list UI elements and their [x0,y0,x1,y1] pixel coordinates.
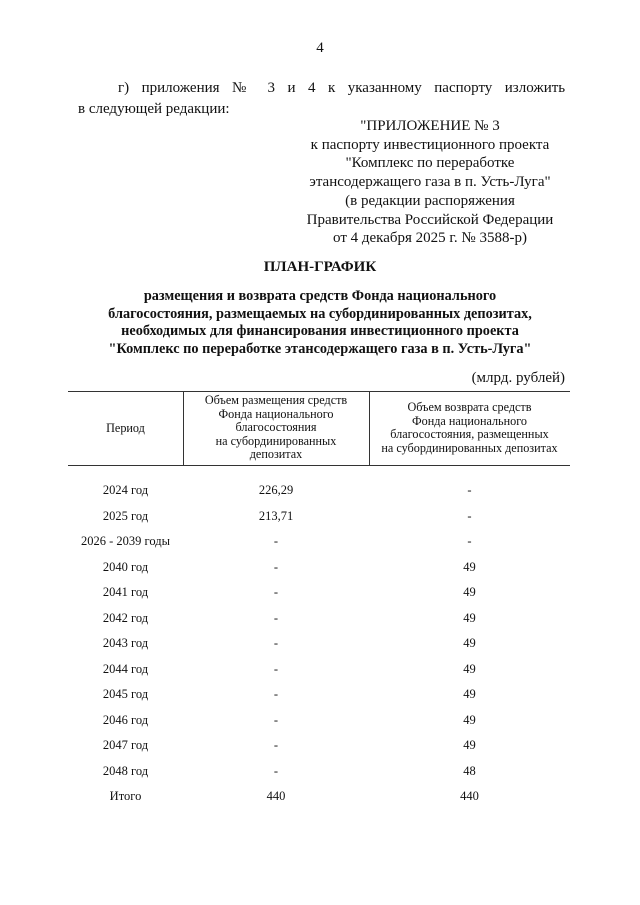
header-placement-line: благосостояния [235,420,317,434]
period-cell: 2048 год [102,763,149,778]
appendix-line: (в редакции распоряжения [345,192,515,209]
subtitle-line: "Комплекс по переработке этансодержащего газа в п. Усть-Луга" [108,340,532,357]
table-row [68,611,570,629]
period-cell: 2025 год [102,508,149,523]
appendix-line: "ПРИЛОЖЕНИЕ № 3 [360,118,500,134]
table-row [68,534,570,552]
header-placement-line: на субординированных [215,433,337,448]
intro-word: 3 [267,80,276,96]
table-row [68,509,570,527]
appendix-line: от 4 декабря 2025 г. № 3588-р) [333,230,527,247]
period-cell: 2047 год [102,738,149,752]
subtitle-line: необходимых для финансирования инвестиционного проекта [121,323,519,339]
intro-word: указанному [347,80,422,96]
table-header-border [68,465,570,466]
period-cell: 2045 год [102,687,149,701]
header-period: Период [106,421,145,435]
schedule-table [68,391,570,811]
return-cell: - [467,508,472,523]
units-label: (млрд. рублей) [471,370,565,386]
intro-word: к [327,80,336,96]
subtitle-line: благосостояния, размещаемых на субординированных депозитах, [108,305,532,322]
return-cell: - [467,483,472,497]
period-cell: 2024 год [102,483,149,497]
header-return-line: благосостояния, размещенных [390,427,549,441]
placement-cell: 213,71 [258,508,294,523]
placement-cell: - [273,687,279,701]
table-row [68,483,570,501]
page-number: 4 [316,40,324,56]
placement-cell: - [273,738,279,752]
period-cell: 2043 год [102,636,149,650]
period-cell: 2041 год [102,585,149,599]
header-placement-line: депозитах [249,447,303,461]
placement-cell: - [273,712,279,727]
period-cell: 2026 - 2039 годы [80,534,170,548]
placement-cell: - [273,763,279,778]
table-top-border [68,391,570,392]
subtitle-line: размещения и возврата средств Фонда национального [143,288,497,304]
period-cell: 2046 год [102,712,149,727]
return-cell: 49 [463,610,476,625]
appendix-line: этансодержащего газа в п. Усть-Луга" [309,174,551,191]
return-cell: 49 [463,585,476,599]
table-row [68,636,570,654]
table-row-total [68,789,570,807]
placement-cell: - [273,610,279,625]
period-cell: Итого [109,789,142,803]
return-cell: 49 [463,661,476,676]
header-placement-line: Фонда национального [218,406,334,421]
document-subtitle [70,288,570,358]
return-cell: - [467,534,472,548]
header-placement [183,394,369,462]
return-cell: 49 [463,636,476,650]
intro-word: изложить [504,80,566,96]
period-cell: 2044 год [102,661,149,676]
placement-cell: - [273,534,279,548]
intro-word: паспорту [434,80,493,96]
header-placement-line: Объем размещения средств [204,393,348,407]
table-row [68,585,570,603]
header-return [369,401,570,455]
placement-cell: - [273,585,279,599]
placement-cell: - [273,636,279,650]
intro-line-1 [118,80,565,97]
intro-line-2: в следующей редакции: [78,101,230,117]
intro-word: г) приложения [118,80,220,96]
intro-word: № [232,80,256,96]
header-return-line: на субординированных депозитах [381,440,558,455]
placement-cell: - [273,559,279,574]
return-cell: 48 [463,763,476,778]
placement-cell: 226,29 [258,483,294,497]
table-row [68,560,570,578]
appendix-line: "Комплекс по переработке [345,155,515,172]
placement-cell: 440 [266,789,286,803]
table-row [68,764,570,782]
table-row [68,662,570,680]
return-cell: 49 [463,738,476,752]
header-return-line: Фонда национального [411,413,528,428]
table-row [68,738,570,756]
intro-word: 4 [308,80,316,96]
table-row [68,687,570,705]
table-row [68,713,570,731]
return-cell: 49 [463,687,476,701]
period-cell: 2040 год [102,559,149,574]
return-cell: 440 [460,789,479,803]
header-return-line: Объем возврата средств [407,400,532,414]
intro-word: и [287,80,296,96]
appendix-line: Правительства Российской Федерации [306,211,554,228]
document-title: ПЛАН-ГРАФИК [263,259,377,275]
return-cell: 49 [463,712,476,727]
appendix-header [290,117,570,248]
period-cell: 2042 год [102,610,149,625]
placement-cell: - [273,661,279,676]
return-cell: 49 [463,559,476,574]
appendix-line: к паспорту инвестиционного проекта [310,136,550,153]
